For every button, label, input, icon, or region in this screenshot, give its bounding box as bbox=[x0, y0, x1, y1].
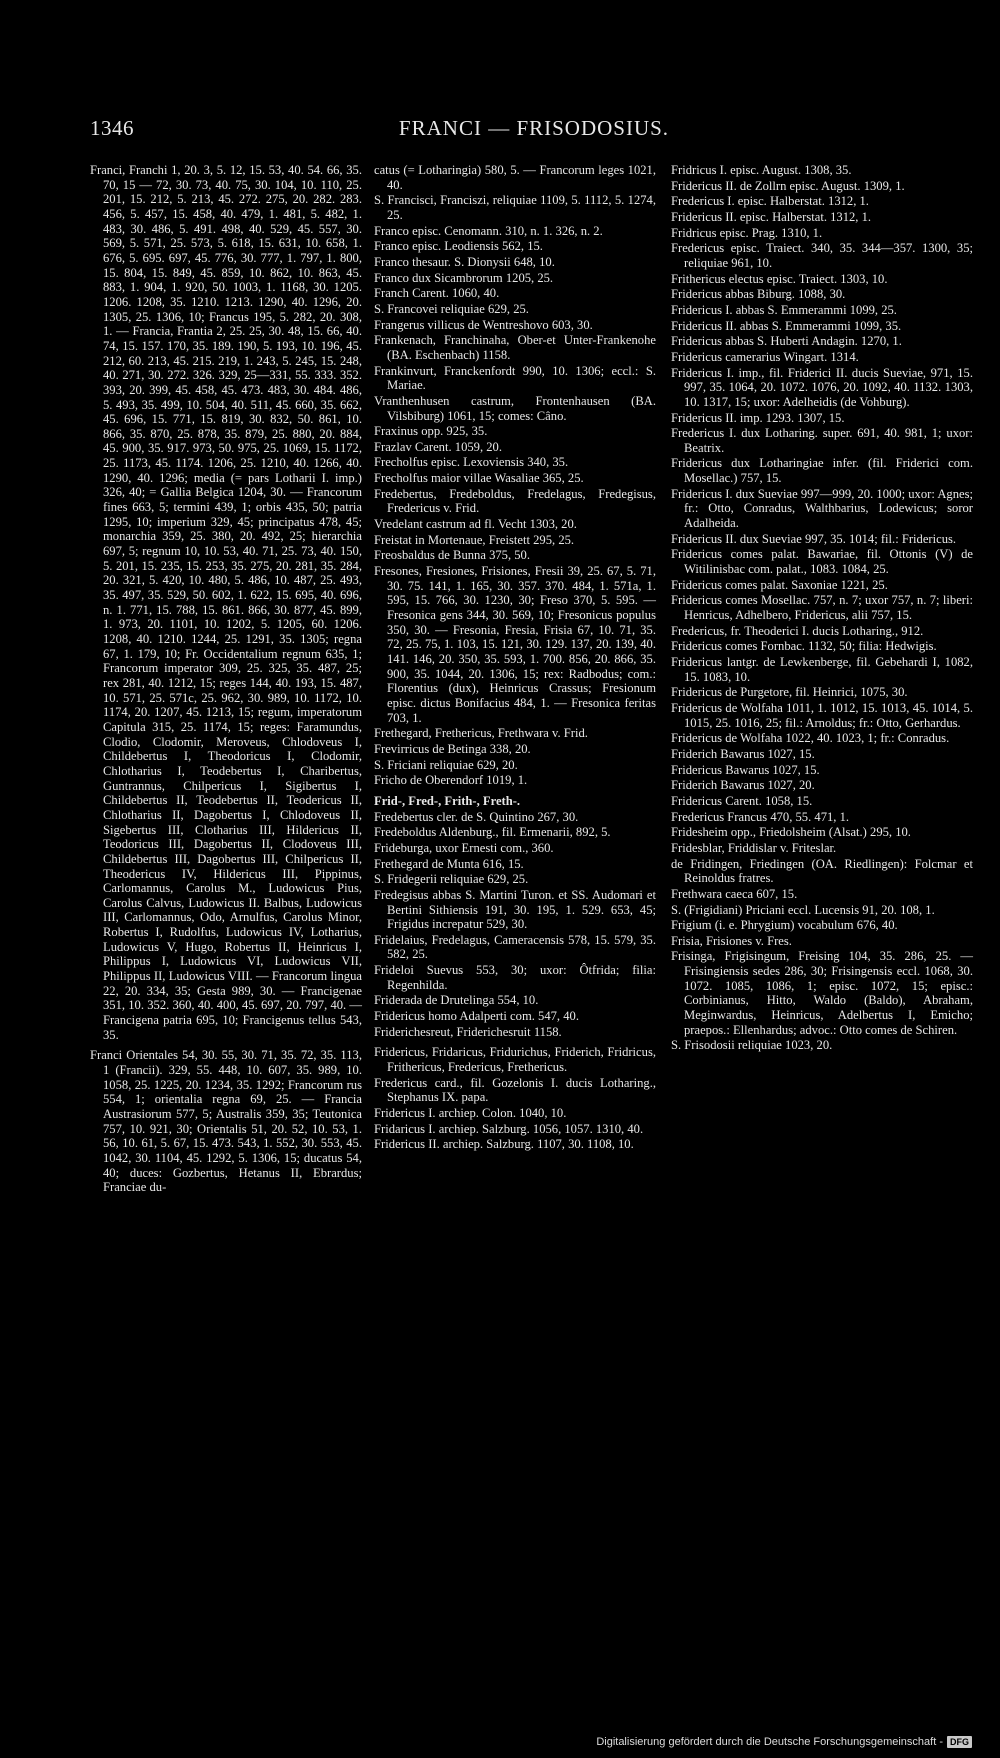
index-entry: Fridricus episc. Prag. 1310, 1. bbox=[671, 225, 823, 240]
index-entry: Fredericus I. episc. Halberstat. 1312, 1. bbox=[671, 194, 869, 209]
index-column-middle bbox=[374, 163, 656, 1153]
index-entry: Franch Carent. 1060, 40. bbox=[374, 286, 500, 301]
index-entry: Fresones, Fresiones, Frisiones, Fresii 39, 25. 67, 5. 71, 30. 75. 141, 1. 165, 30. 357. 370. 484, 1. 571a, 1. 595, 15. 766, 30. 1230, 30; Freso 370, 5. 595. — Fresonica gens 344, 30. 569, 10; Fresonicus populus 350, 30. — Fresonia, Fresia, Frisia 67, 10. 71, 35. 72, 25. 75, 1. 103, 15. 121, 30. 129. 137, 20. 139, 40. 141. 146, 20. 350, 35. 593, 1. 700. 856, 20. 866, 35. 900, 35. 1044, 20. 1306, 15; rex: Radbodus; com.: Florentius (dux), Heinricus Crassus; Fresionum episc. dictus Bonifacius 484, 1. — Fresonica feritas 703, 1. bbox=[374, 564, 656, 725]
index-entry: Frethegard, Frethericus, Frethwara v. Frid. bbox=[374, 726, 588, 741]
index-entry: Frecholfus maior villae Wasaliae 365, 25. bbox=[374, 471, 584, 486]
index-entry: Fridericus de Purgetore, fil. Heinrici, 1075, 30. bbox=[671, 685, 908, 700]
index-entry: Frideloi Suevus 553, 30; uxor: Ôtfrida; filia: Regenhilda. bbox=[374, 963, 656, 992]
index-entry: Friderich Bawarus 1027, 15. bbox=[671, 746, 815, 761]
index-entry: S. (Frigidiani) Priciani eccl. Lucensis 91, 20. 108, 1. bbox=[671, 902, 935, 917]
index-entry: Freosbaldus de Bunna 375, 50. bbox=[374, 548, 531, 563]
funding-note: Digitalisierung gefördert durch die Deutsche Forschungsgemeinschaft - bbox=[596, 1736, 943, 1748]
index-entry: Frideburga, uxor Ernesti com., 360. bbox=[374, 840, 554, 855]
index-entry: Fredericus episc. Traiect. 340, 35. 344—357. 1300, 35; reliquiae 961, 10. bbox=[671, 241, 973, 270]
index-entry: Fridericus Carent. 1058, 15. bbox=[671, 793, 813, 808]
index-entry: S. Frisodosii reliquiae 1023, 20. bbox=[671, 1038, 833, 1053]
index-entry: Fridericus II. abbas S. Emmerammi 1099, 35. bbox=[671, 318, 902, 333]
index-entry: Frithericus electus episc. Traiect. 1303, 10. bbox=[671, 271, 888, 286]
index-entry: S. Fridegerii reliquiae 629, 25. bbox=[374, 872, 529, 887]
index-entry: Fridericus II. de Zollrn episc. August. 1309, 1. bbox=[671, 178, 905, 193]
page-header bbox=[90, 116, 978, 146]
index-entry: Frazlav Carent. 1059, 20. bbox=[374, 439, 503, 454]
index-entry: Fridericus comes Mosellac. 757, n. 7; uxor 757, n. 7; liberi: Henricus, Adhelbero, Fridericus, alii 757, 15. bbox=[671, 593, 973, 623]
index-entry: Friderich Bawarus 1027, 20. bbox=[671, 778, 815, 793]
index-entry: Frethegard de Munta 616, 15. bbox=[374, 856, 524, 871]
index-entry: Fridericus de Wolfaha 1011, 1. 1012, 15. 1013, 45. 1014, 5. 1015, 25. 1016, 25; fil.: Arnoldus; fr.: Otto, Gerhardus. bbox=[671, 700, 973, 730]
index-entry: Frevirricus de Betinga 338, 20. bbox=[374, 741, 531, 756]
index-entry: Frisinga, Frigisingum, Freising 104, 35. 286, 25. — Frisingiensis sedes 286, 30; Frisingensis eccl. 1068, 30. 1072. 1085, 1086, 1; episc. 1072, 15; episc.: Corbinianus, Hitto, Waldo (Baldo), Abraham, Meginwardus, Heinricus, Adelbertus I, Emicho; praepos.: Ellenhardus; advoc.: Otto comes de Schiren. bbox=[671, 949, 973, 1037]
index-entry: Friderichesreut, Friderichesruit 1158. bbox=[374, 1024, 562, 1039]
index-entry: Friderada de Drutelinga 554, 10. bbox=[374, 993, 539, 1008]
running-title: FRANCI — FRISODOSIUS. bbox=[398, 116, 670, 140]
index-entry: Franco episc. Leodiensis 562, 15. bbox=[374, 239, 543, 254]
index-entry: Fredericus, fr. Theoderici I. ducis Lotharing., 912. bbox=[671, 623, 924, 638]
index-entry: Frecholfus episc. Lexoviensis 340, 35. bbox=[374, 455, 569, 470]
index-entry: de Fridingen, Friedingen (OA. Riedlingen): Folcmar et Reinoldus fratres. bbox=[671, 856, 973, 886]
index-entry: Fredericus Francus 470, 55. 471, 1. bbox=[671, 809, 850, 824]
index-entry: S. Francovei reliquiae 629, 25. bbox=[374, 301, 529, 316]
index-entry: Fridericus comes Fornbac. 1132, 50; filia: Hedwigis. bbox=[671, 639, 937, 654]
index-entry: Fridaricus I. archiep. Salzburg. 1056, 1057. 1310, 40. bbox=[374, 1121, 644, 1136]
index-entry: Fridericus I. dux Sueviae 997—999, 20. 1000; uxor: Agnes; fr.: Otto, Conradus, Walthbarius, Lodewicus; soror Adalheida. bbox=[671, 486, 973, 531]
page-number: 1346 bbox=[90, 116, 134, 140]
index-entry: Fridericus II. dux Sueviae 997, 35. 1014; fil.: Fridericus. bbox=[671, 531, 957, 546]
index-entry: Fredegisus abbas S. Martini Turon. et SS. Audomari et Bertini Sithiensis 191, 30. 195, 1. 529. 653, 45; Frigidus increpatur 529, 30. bbox=[374, 887, 656, 932]
index-entry: Fredebertus, Fredeboldus, Fredelagus, Fredegisus, Fredericus v. Frid. bbox=[374, 486, 656, 516]
index-entry: Frethwara caeca 607, 15. bbox=[671, 886, 798, 901]
dfg-logo: DFG bbox=[947, 1736, 972, 1748]
index-entry: Fridericus I. archiep. Colon. 1040, 10. bbox=[374, 1106, 567, 1121]
index-entry: Franci, Franchi 1, 20. 3, 5. 12, 15. 53, 40. 54. 66, 35. 70, 15 — 72, 30. 73, 40. 75, 30. 104, 10. 110, 25. 201, 15. 212, 5. 213, 45. 272. 275, 20. 282. 283. 456, 5. 457, 15. 458, 40. 479, 1. 481, 5. 482, 1. 483, 30. 486, 5. 491. 498, 40. 529, 45. 557, 30. 569, 5. 571, 25. 573, 5. 618, 15. 631, 10. 658, 1. 676, 5. 695. 697, 45. 776, 30. 777, 1. 797, 1. 800, 15. 804, 15. 849, 45. 859, 10. 862, 10. 863, 45. 883, 1. 904, 1. 920, 50. 1003, 1. 1168, 30. 1205. 1206. 1208, 35. 1210. 1213. 1290, 40. 1296, 20. 1305, 25. 1306, 10; Francus 195, 5. 282, 20. 308, 1. — Francia, Frantia 2, 25. 25, 30. 48, 15. 66, 40. 74, 15. 157. 170, 35. 189. 190, 5. 193, 10. 196, 45. 212, 60. 213, 45. 215. 219, 1. 243, 5. 245, 15. 248, 40. 271, 30. 272. 326. 329, 25—331, 55. 333. 352. 393, 20. 399, 45. 458, 45. 473. 483, 30. 484. 486, 5. 493, 35. 499, 10. 504, 40. 511, 45. 660, 35. 662, 45. 696, 15. 771, 15. 819, 30. 832, 50. 861, 10. 866, 35. 870, 25. 878, 35. 879, 25. 880, 20. 884, 45. 900, 35. 917. 973, 50. 975, 25. 1069, 15. 1172, 25. 1173, 45. 1174. 1206, 25. 1210, 40. 1266, 40. 1290, 40. 1296; media (= pars Lotharii I. imp.) 326, 40; = Gallia Belgica 1204, 30. — Francorum fines 663, 5; termini 439, 1; orbis 435, 50; patria 1295, 10; imperium 329, 45; principatus 478, 45; monarchia 359, 25. 380, 20. 492, 25; hierarchia 697, 5; regnum 10, 10. 53, 40. 71, 25. 73, 40. 150, 5. 201, 15. 235, 15. 253, 35. 275, 20. 281, 35. 284, 20. 321, 5. 420, 10. 480, 5. 486, 10. 487, 25. 493, 35. 497, 35. 529, 50. 602, 1. 622, 15. 695, 40. 696, n. 1. 771, 15. 788, 15. 861. 866, 30. 877, 45. 899, 1. 973, 20. 1101, 10. 1202, 5. 1205, 60. 1206. 1208, 40. 1210. 1244, 25. 1291, 35. 1305; regna 67, 1. 179, 10; Fr. Occidentalium regnum 635, 1; Francorum imperator 309, 25. 325, 35. 487, 25; rex 281, 40. 1212, 15; reges 144, 40. 193, 15. 487, 10. 571, 25. 571c, 25. 962, 30. 989, 10. 1172, 10. 1174, 20. 1207, 45. 1213, 15; regum, imperatorum Capitula 315, 25. 1174, 15; reges: Faramundus, Clodio, Clodomir, Meroveus, Chlodoveus I, Childebertus I, Theodoricus I, Clodomir, Chlotharius I, Teodebertus I, Charibertus, Guntrannus, Chilpericus I, Sigibertus I, Childebertus II, Teodebertus II, Teodericus II, Chlotharius II, Dagobertus I, Chlodoveus II, Sigebertus III, Clotharius III, Hildericus II, Teodoricus III, Dagobertus II, Clodoveus III, Childebertus III, Dagobertus III, Chilpericus II, Theodericus IV, Hildericus III, Pippinus, Carlomannus, Carolus M., Ludowicus Pius, Carolus Calvus, Ludowicus II. Balbus, Ludowicus III, Carlomannus, Odo, Arnulfus, Carolus Minor, Robertus I, Rudolfus, Ludowicus IV, Lotharius, Ludowicus V, Hugo, Robertus II, Heinricus I, Philippus I, Ludowicus VI, Ludowicus VII, Philippus II, Ludowicus VIII. — Francorum lingua 22, 20. 334, 35; Gesta 989, 30. — Francigenae 351, 10. 352. 360, 40. 400, 45. 697, 20. 797, 40. — Francigena patria 695, 10; Francigenus tellus 543, 35. bbox=[90, 163, 362, 1042]
index-entry: Fridericus Bawarus 1027, 15. bbox=[671, 762, 820, 777]
index-entry: Fredeboldus Aldenburg., fil. Ermenarii, 892, 5. bbox=[374, 825, 611, 840]
index-entry: Fridericus comes palat. Bawariae, fil. Ottonis (V) de Witilinisbac com. palat., 1083. 1084, 25. bbox=[671, 547, 973, 577]
index-column-right bbox=[671, 163, 973, 1054]
index-entry: Frangerus villicus de Wentreshovo 603, 30. bbox=[374, 317, 593, 332]
index-entry: S. Friciani reliquiae 629, 20. bbox=[374, 757, 518, 772]
digitization-credit bbox=[596, 1736, 972, 1748]
index-entry: S. Francisci, Franciszi, reliquiae 1109, 5. 1112, 5. 1274, 25. bbox=[374, 193, 656, 222]
index-entry: Fricho de Oberendorf 1019, 1. bbox=[374, 773, 528, 788]
index-entry: Fridericus abbas S. Huberti Andagin. 1270, 1. bbox=[671, 334, 902, 349]
index-entry: Frankenach, Franchinaha, Ober-et Unter-Frankenohe (BA. Eschenbach) 1158. bbox=[374, 333, 656, 362]
index-entry: Fraxinus opp. 925, 35. bbox=[374, 424, 488, 439]
index-column-left bbox=[90, 163, 362, 1196]
index-entry: Fridericus, Fridaricus, Fridurichus, Friderich, Fridricus, Frithericus, Fredericus, Frethericus. bbox=[374, 1045, 656, 1075]
index-entry: Fridelaius, Fredelagus, Cameracensis 578, 15. 579, 35. 582, 25. bbox=[374, 932, 656, 962]
index-entry: Franco episc. Cenomann. 310, n. 1. 326, n. 2. bbox=[374, 223, 603, 238]
index-entry: Fridericus homo Adalperti com. 547, 40. bbox=[374, 1009, 579, 1024]
index-entry: Fridricus I. episc. August. 1308, 35. bbox=[671, 163, 852, 177]
index-entry: Franco dux Sicambrorum 1205, 25. bbox=[374, 270, 554, 285]
index-entry: Fridericus lantgr. de Lewkenberge, fil. Gebehardi I, 1082, 15. 1083, 10. bbox=[671, 655, 973, 684]
index-entry: Frid-, Fred-, Frith-, Freth-. bbox=[374, 793, 521, 808]
index-entry: Fridericus II. episc. Halberstat. 1312, 1. bbox=[671, 209, 872, 224]
index-entry: Fridericus II. imp. 1293. 1307, 15. bbox=[671, 410, 845, 425]
index-entry: Franci Orientales 54, 30. 55, 30. 71, 35. 72, 35. 113, 1 (Francii). 329, 55. 448, 10. 607, 35. 989, 10. 1058, 25. 1225, 20. 1234, 35. 1292; Francorum rus 554, 1; orientalia regna 69, 25. — Francia Austrasiorum 577, 5; Australis 359, 35; Teutonica 757, 10. 921, 30; Orientalis 51, 20. 52, 10. 53, 1. 56, 10. 61, 5. 67, 15. 473. 543, 1. 552, 30. 553, 45. 1042, 30. 1104, 45. 1292, 5. 1306, 15; ducatus 54, 40; duces: Gozbertus, Hetanus II, Ebrardus; Franciae du- bbox=[90, 1048, 362, 1195]
index-entry: Fredericus card., fil. Gozelonis I. ducis Lotharing., Stephanus IX. papa. bbox=[374, 1075, 656, 1105]
index-entry: Vranthenhusen castrum, Frontenhausen (BA. Vilsbiburg) 1061, 15; comes: Câno. bbox=[374, 393, 656, 423]
index-entry: Fredebertus cler. de S. Quintino 267, 30. bbox=[374, 809, 579, 824]
index-entry: Fridericus comes palat. Saxoniae 1221, 25. bbox=[671, 577, 888, 592]
index-entry: Franco thesaur. S. Dionysii 648, 10. bbox=[374, 254, 555, 269]
index-entry: Fridesheim opp., Friedolsheim (Alsat.) 295, 10. bbox=[671, 825, 911, 840]
index-entry: Fridericus camerarius Wingart. 1314. bbox=[671, 349, 859, 364]
index-entry: Fridesblar, Friddislar v. Friteslar. bbox=[671, 840, 837, 855]
index-entry: Fridericus II. archiep. Salzburg. 1107, 30. 1108, 10. bbox=[374, 1137, 634, 1152]
index-entry: Freistat in Mortenaue, Freistett 295, 25. bbox=[374, 532, 575, 547]
index-entry: Frankinvurt, Franckenfordt 990, 10. 1306; eccl.: S. Mariae. bbox=[374, 363, 656, 393]
index-entry: catus (= Lotharingia) 580, 5. — Francorum leges 1021, 40. bbox=[374, 163, 656, 192]
index-entry: Vredelant castrum ad fl. Vecht 1303, 20. bbox=[374, 517, 577, 532]
index-entry: Fredericus I. dux Lotharing. super. 691, 40. 981, 1; uxor: Beatrix. bbox=[671, 426, 973, 455]
index-entry: Frigium (i. e. Phrygium) vocabulum 676, 40. bbox=[671, 918, 898, 933]
index-entry: Fridericus dux Lotharingiae infer. (fil. Friderici com. Mosellac.) 757, 15. bbox=[671, 456, 973, 486]
index-entry: Frisia, Frisiones v. Fres. bbox=[671, 933, 792, 948]
index-entry: Fridericus de Wolfaha 1022, 40. 1023, 1; fr.: Conradus. bbox=[671, 731, 950, 746]
index-entry: Fridericus abbas Biburg. 1088, 30. bbox=[671, 287, 846, 302]
index-entry: Fridericus I. abbas S. Emmerammi 1099, 25. bbox=[671, 302, 897, 317]
index-entry: Fridericus I. imp., fil. Friderici II. ducis Sueviae, 971, 15. 997, 35. 1064, 20. 1072. 1076, 20. 1092, 40. 1132. 1303, 10. 1317, 15; uxor: Adelheidis (de Vohburg). bbox=[671, 365, 973, 409]
